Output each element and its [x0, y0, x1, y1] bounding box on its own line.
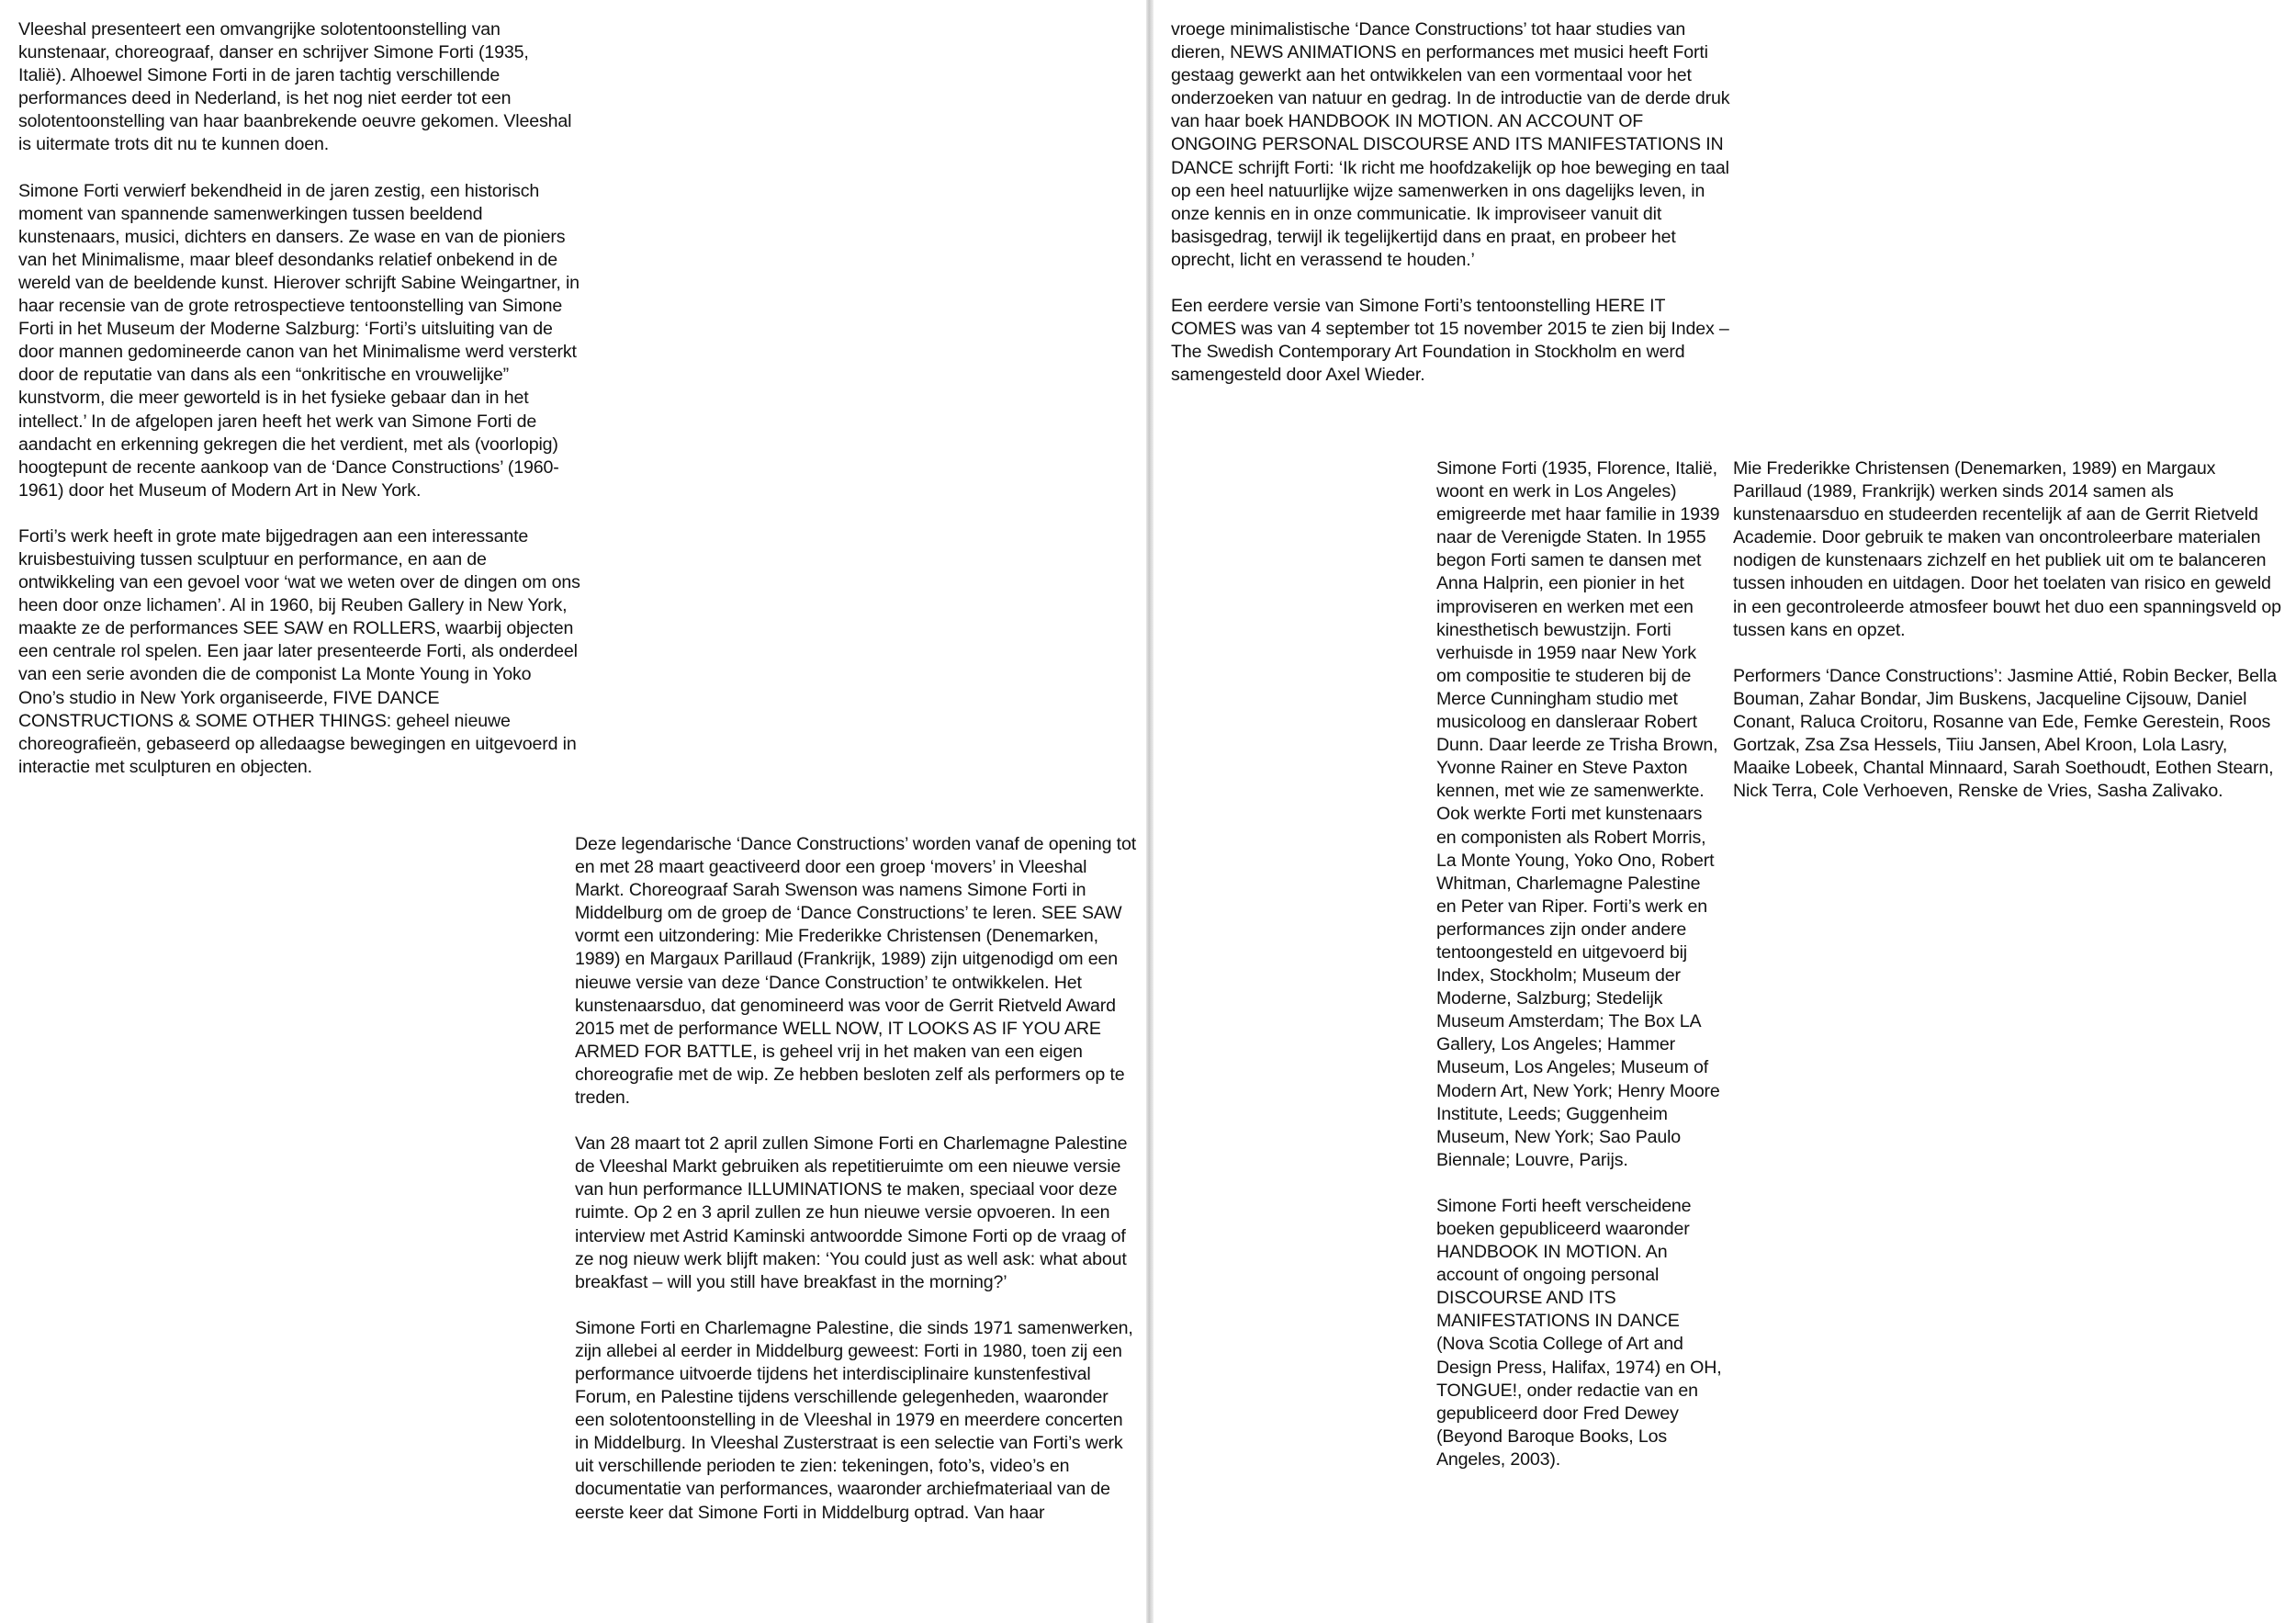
right-column-bio: [1436, 457, 1723, 1471]
paragraph-intro: Vleeshal presenteert een omvangrijke solotentoonstelling van kunstenaar, choreograaf, danser en schrijver Simone Forti (1935, Italië). Alhoewel Simone Forti in de jaren tachtig verschillende performances deed in Nederland, is het nog niet eerder tot een solotentoonstelling van haar baanbrekende oeuvre gekomen. Vleeshal is uitermate trots dit nu te kunnen doen.: [18, 19, 572, 155]
paragraph-news-animations: vroege minimalistische ‘Dance Constructions’ tot haar studies van dieren, NEWS ANIMATIONS en performances met musici heeft Forti gestaag gewerkt aan het ontwikkelen van een vormentaal voor het onderzoeken van natuur en gedrag. In de introductie van de derde druk van haar boek HANDBOOK IN MOTION. AN ACCOUNT OF ONGOING PERSONAL DISCOURSE AND ITS MANIFESTATIONS IN DANCE schrijft Forti: ‘Ik richt me hoofdzakelijk op hoe beweging en taal op een heel natuurlijke wijze samenwerken in ons dagelijks leven, in onze kennis en in onze communicatie. Ik improviseer vanuit dit basisgedrag, terwijl ik tegelijkertijd dans en praat, en probeer het oprecht, licht en verassend te houden.’: [1171, 19, 1730, 270]
page-fold: [1146, 0, 1154, 1623]
left-page: [0, 0, 1146, 1623]
paragraph-sculpture-performance: Forti’s werk heeft in grote mate bijgedragen aan een interessante kruisbestuiving tussen sculptuur en performance, en aan de ontwikkeling van een gevoel voor ‘wat we weten over de dingen om ons heen door onze lichamen’. Al in 1960, bij Reuben Gallery in New York, maakte ze de performances SEE SAW en ROLLERS, waarbij objecten een centrale rol spelen. Een jaar later presenteerde Forti, als onderdeel van een serie avonden die de componist La Monte Young in Yoko Ono’s studio in New York organiseerde, FIVE DANCE CONSTRUCTIONS & SOME OTHER THINGS: geheel nieuwe choreografieën, gebaseerd op alledaagse bewegingen en uitgevoerd in interactie met sculpturen en objecten.: [18, 525, 580, 777]
paragraph-here-it-comes: Een eerdere versie van Simone Forti’s tentoonstelling HERE IT COMES was van 4 september tot 15 november 2015 te zien bij Index – The Swedish Contemporary Art Foundation in Stockholm en werd samengesteld door Axel Wieder.: [1171, 296, 1729, 386]
paragraph-duo-bio: Mie Frederikke Christensen (Denemarken, 1989) en Margaux Parillaud (1989, Frankrijk) werken sinds 2014 samen als kunstenaarsduo en studeerden recentelijk af aan de Gerrit Rietveld Academie. Door gebruik te maken van oncontroleerbare materialen nodigen de kunstenaars zichzelf en het publiek uit om te balanceren tussen inhouden en uitdagen. Door het toelaten van risico en geweld in een gecontroleerde atmosfeer bouwt het duo een spanningsveld op tussen kans en opzet.: [1733, 458, 2281, 640]
right-column-credits: [1733, 457, 2286, 803]
paragraph-illuminations: Van 28 maart tot 2 april zullen Simone Forti en Charlemagne Palestine de Vleeshal Markt gebruiken als repetitieruimte om een nieuwe versie van hun performance ILLUMINATIONS te maken, speciaal voor deze ruimte. Op 2 en 3 april zullen ze hun nieuwe versie opvoeren. In een interview met Astrid Kaminski antwoordde Simone Forti op de vraag of ze nog nieuw werk blijft maken: ‘You could just as well ask: what about breakfast – will you still have breakfast in the morning?’: [575, 1133, 1128, 1292]
left-column-2: [575, 833, 1137, 1525]
paragraph-dance-constructions: Deze legendarische ‘Dance Constructions’ worden vanaf de opening tot en met 28 maart geactiveerd door een groep ‘movers’ in Vleeshal Markt. Choreograaf Sarah Swenson was namens Simone Forti in Middelburg om de groep de ‘Dance Constructions’ te leren. SEE SAW vormt een uitzondering: Mie Frederikke Christensen (Denemarken, 1989) en Margaux Parillaud (Frankrijk, 1989) zijn uitgenodigd om een nieuwe versie van deze ‘Dance Construction’ te ontwikkelen. Het kunstenaarsduo, dat genomineerd was voor de Gerrit Rietveld Award 2015 met de performance WELL NOW, IT LOOKS AS IF YOU ARE ARMED FOR BATTLE, is geheel vrij in het maken van een eigen choreografie met de wip. Ze hebben besloten zelf als performers op te treden.: [575, 834, 1137, 1109]
paragraph-performers: Performers ‘Dance Constructions’: Jasmine Attié, Robin Becker, Bella Bouman, Zahar Bondar, Jim Buskens, Jacqueline Cijsouw, Daniel Conant, Raluca Croitoru, Rosanne van Ede, Femke Gerestein, Roos Gortzak, Zsa Zsa Hessels, Tiiu Jansen, Abel Kroon, Lola Lasry, Maaike Lobeek, Chantal Minnaard, Sarah Soethoudt, Eothen Stearn, Nick Terra, Cole Verhoeven, Renske de Vries, Sasha Zalivako.: [1733, 665, 2278, 802]
paragraph-forti-bio: Simone Forti (1935, Florence, Italië, woont en werk in Los Angeles) emigreerde met haar familie in 1939 naar de Verenigde Staten. In 1955 begon Forti samen te dansen met Anna Halprin, een pionier in het improviseren en werken met een kinesthetisch bewustzijn. Forti verhuisde in 1959 naar New York om compositie te studeren bij de Merce Cunningham studio met musicoloog en dansleraar Robert Dunn. Daar leerde ze Trisha Brown, Yvonne Rainer en Steve Paxton kennen, met wie ze samenwerkte. Ook werkte Forti met kunstenaars en componisten als Robert Morris, La Monte Young, Yoko Ono, Robert Whitman, Charlemagne Palestine en Peter van Riper. Forti’s werk en performances zijn onder andere tentoongesteld en uitgevoerd bij Index, Stockholm; Museum der Moderne, Salzburg; Stedelijk Museum Amsterdam; The Box LA Gallery, Los Angeles; Hammer Museum, Los Angeles; Museum of Modern Art, New York; Henry Moore Institute, Leeds; Guggenheim Museum, New York; Sao Paulo Biennale; Louvre, Parijs.: [1436, 458, 1720, 1170]
right-page: [1154, 0, 2296, 1623]
right-column-top: [1171, 18, 1733, 387]
paragraph-sixties: Simone Forti verwierf bekendheid in de jaren zestig, een historisch moment van spannende samenwerkingen tussen beeldend kunstenaars, musici, dichters en dansers. Ze wase en van de pioniers van het Minimalisme, maar bleef desondanks relatief onbekend in de wereld van de beeldende kunst. Hierover schrijft Sabine Weingartner, in haar recensie van de grote retrospectieve tentoonstelling van Simone Forti in het Museum der Moderne Salzburg: ‘Forti’s uitsluiting van de door mannen gedomineerde canon van het Minimalisme werd versterkt door de reputatie van dans als een “onkritische en vrouwelijke” kunstvorm, die meer geworteld is in het fysieke gebaar dan in het intellect.’ In de afgelopen jaren heeft het werk van Simone Forti de aandacht en erkenning gekregen die het verdient, met als (voorlopig) hoogtepunt de recente aankoop van de ‘Dance Constructions’ (1960-1961) door het Museum of Modern Art in New York.: [18, 180, 580, 501]
paragraph-middelburg: Simone Forti en Charlemagne Palestine, die sinds 1971 samenwerken, zijn allebei al eerder in Middelburg geweest: Forti in 1980, toen zij een performance uitvoerde tijdens het interdisciplinaire kunstenfestival Forum, en Palestine tijdens verschillende gelegenheden, waaronder een solotentoonstelling in de Vleeshal in 1979 en meerdere concerten in Middelburg. In Vleeshal Zusterstraat is een selectie van Forti’s werk uit verschillende perioden te zien: tekeningen, foto’s, video’s en documentatie van performances, waaronder archiefmateriaal van de eerste keer dat Simone Forti in Middelburg optrad. Van haar: [575, 1317, 1133, 1523]
paragraph-forti-books: Simone Forti heeft verscheidene boeken gepubliceerd waaronder HANDBOOK IN MOTION. An account of ongoing personal DISCOURSE AND ITS MANIFESTATIONS IN DANCE (Nova Scotia College of Art and Design Press, Halifax, 1974) en OH, TONGUE!, onder redactie van en gepubliceerd door Fred Dewey (Beyond Baroque Books, Los Angeles, 2003).: [1436, 1195, 1722, 1470]
left-column-1: [18, 18, 580, 779]
